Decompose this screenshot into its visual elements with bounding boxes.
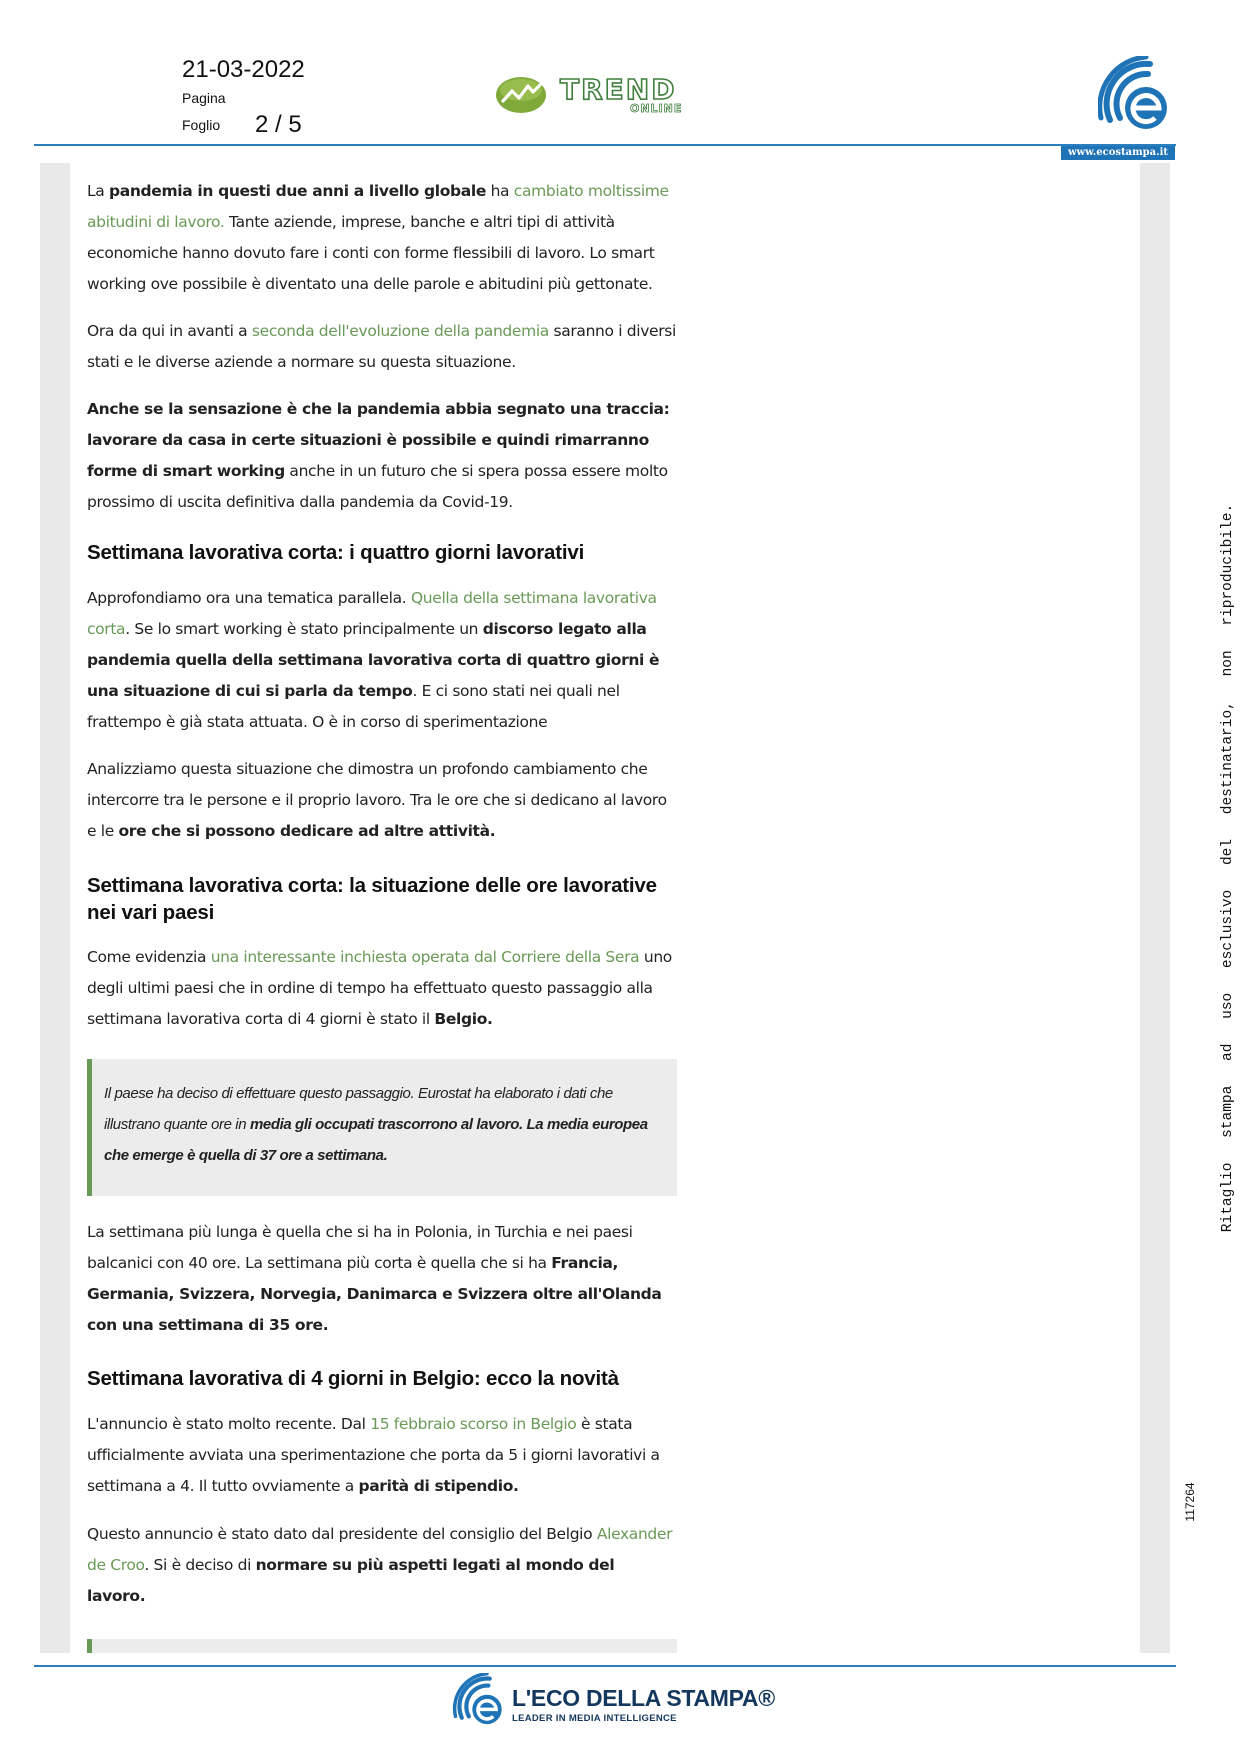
footer-tagline: LEADER IN MEDIA INTELLIGENCE	[512, 1713, 677, 1724]
copyright-side-note: Ritaglio stampa ad uso esclusivo del destinatario, non riproducibile.	[1220, 503, 1236, 1233]
trend-logo-subtext: ONLINE	[630, 102, 683, 115]
trend-online-logo	[495, 72, 705, 122]
foglio-label: Foglio	[182, 117, 221, 133]
trend-chart-icon	[495, 74, 547, 116]
clip-code: 117264	[1183, 1482, 1197, 1522]
paragraph: Approfondiamo ora una tematica parallela. Quella della settimana lavorativa corta. Se lo smart working è stato principalmente un discorso legato alla pandemia quella della settimana lavorativa corta di quattro giorni è una situazione di cui si parla da tempo. E ci sono stati nei quali nel frattempo è già stata attuata. O è in corso di sperimentazione	[87, 589, 660, 731]
frame-left-margin	[40, 163, 70, 1653]
blockquote-partial	[87, 1639, 677, 1653]
eco-della-stampa-logo	[452, 1673, 802, 1729]
paragraph: Ora da qui in avanti a seconda dell'evoluzione della pandemia saranno i diversi stati e le diverse aziende a normare su questa situazione.	[87, 322, 676, 371]
trend-logo-text: TREND	[560, 73, 677, 106]
link-abitudini-lavoro[interactable]: cambiato moltissime abitudini di lavoro.	[87, 182, 669, 231]
link-evoluzione-pandemia[interactable]: seconda dell'evoluzione della pandemia	[251, 322, 549, 340]
paragraph: Questo annuncio è stato dato dal presidente del consiglio del Belgio Alexander de Croo. Si è deciso di normare su più aspetti legati al mondo del lavoro.	[87, 1525, 673, 1605]
footer-divider	[34, 1665, 1176, 1667]
pagina-label: Pagina	[182, 90, 226, 106]
footer-brand: L'ECO DELLA STAMPA®	[512, 1685, 775, 1711]
paragraph: La settimana più lunga è quella che si ha in Polonia, in Turchia e nei paesi balcanici con 40 ore. La settimana più corta è quella che si ha Francia, Germania, Svizzera, Norvegia, Danimarca e Svizzera oltre all'Olanda con una settimana di 35 ore.	[87, 1223, 662, 1334]
blockquote: Il paese ha deciso di effettuare questo passaggio. Eurostat ha elaborato i dati che illustrano quante ore in media gli occupati trascorrono al lavoro. La media europea che emerge è quella di 37 ore a settimana.	[87, 1059, 677, 1196]
foglio-value: 2 / 5	[255, 111, 302, 138]
frame-right-margin	[1140, 163, 1170, 1653]
link-inchiesta-corriere[interactable]: una interessante inchiesta operata dal Corriere della Sera	[210, 948, 640, 966]
ecostampa-url: www.ecostampa.it	[1061, 146, 1175, 160]
paragraph: Analizziamo questa situazione che dimostra un profondo cambiamento che intercorre tra le persone e il proprio lavoro. Tra le ore che si dedicano al lavoro e le ore che si possono dedicare ad altre attività.	[87, 760, 667, 840]
header-divider	[34, 144, 1176, 146]
article-clipping	[70, 163, 1140, 1653]
paragraph: Come evidenzia una interessante inchiesta operata dal Corriere della Sera uno degli ultimi paesi che in ordine di tempo ha effettuato questo passaggio alla settimana lavorativa corta di 4 giorni è stato il Belgio.	[87, 948, 672, 1028]
link-settimana-corta[interactable]: Quella della settimana lavorativa corta	[87, 589, 657, 638]
link-15-febbraio[interactable]: 15 febbraio scorso in Belgio	[370, 1415, 577, 1433]
eco-stampa-e-icon	[452, 1673, 508, 1729]
section-heading: Settimana lavorativa corta: i quattro giorni lavorativi	[87, 541, 585, 564]
section-heading: Settimana lavorativa corta: la situazione delle ore lavorative nei vari paesi	[87, 874, 657, 924]
section-heading: Settimana lavorativa di 4 giorni in Belgio: ecco la novità	[87, 1367, 619, 1390]
paragraph: La pandemia in questi due anni a livello globale ha cambiato moltissime abitudini di lavoro. Tante aziende, imprese, banche e altri tipi di attività economiche hanno dovuto fare i conti con forme flessibili di lavoro. Lo smart working ove possibile è diventato una delle parole e abitudini più gettonate.	[87, 182, 669, 293]
paragraph: Anche se la sensazione è che la pandemia abbia segnato una traccia: lavorare da casa in certe situazioni è possibile e quindi rimarranno forme di smart working anche in un futuro che si spera possa essere molto prossimo di uscita definitiva dalla pandemia da Covid-19.	[87, 400, 670, 511]
clip-date: 21-03-2022	[182, 56, 305, 83]
link-alexander-de-croo[interactable]: Alexander de Croo	[87, 1525, 673, 1574]
paragraph: L'annuncio è stato molto recente. Dal 15 febbraio scorso in Belgio è stata ufficialmente avviata una sperimentazione che porta da 5 i giorni lavorativi a settimana a 4. Il tutto ovviamente a parità di stipendio.	[87, 1415, 660, 1495]
eco-stampa-e-icon	[1098, 56, 1174, 136]
